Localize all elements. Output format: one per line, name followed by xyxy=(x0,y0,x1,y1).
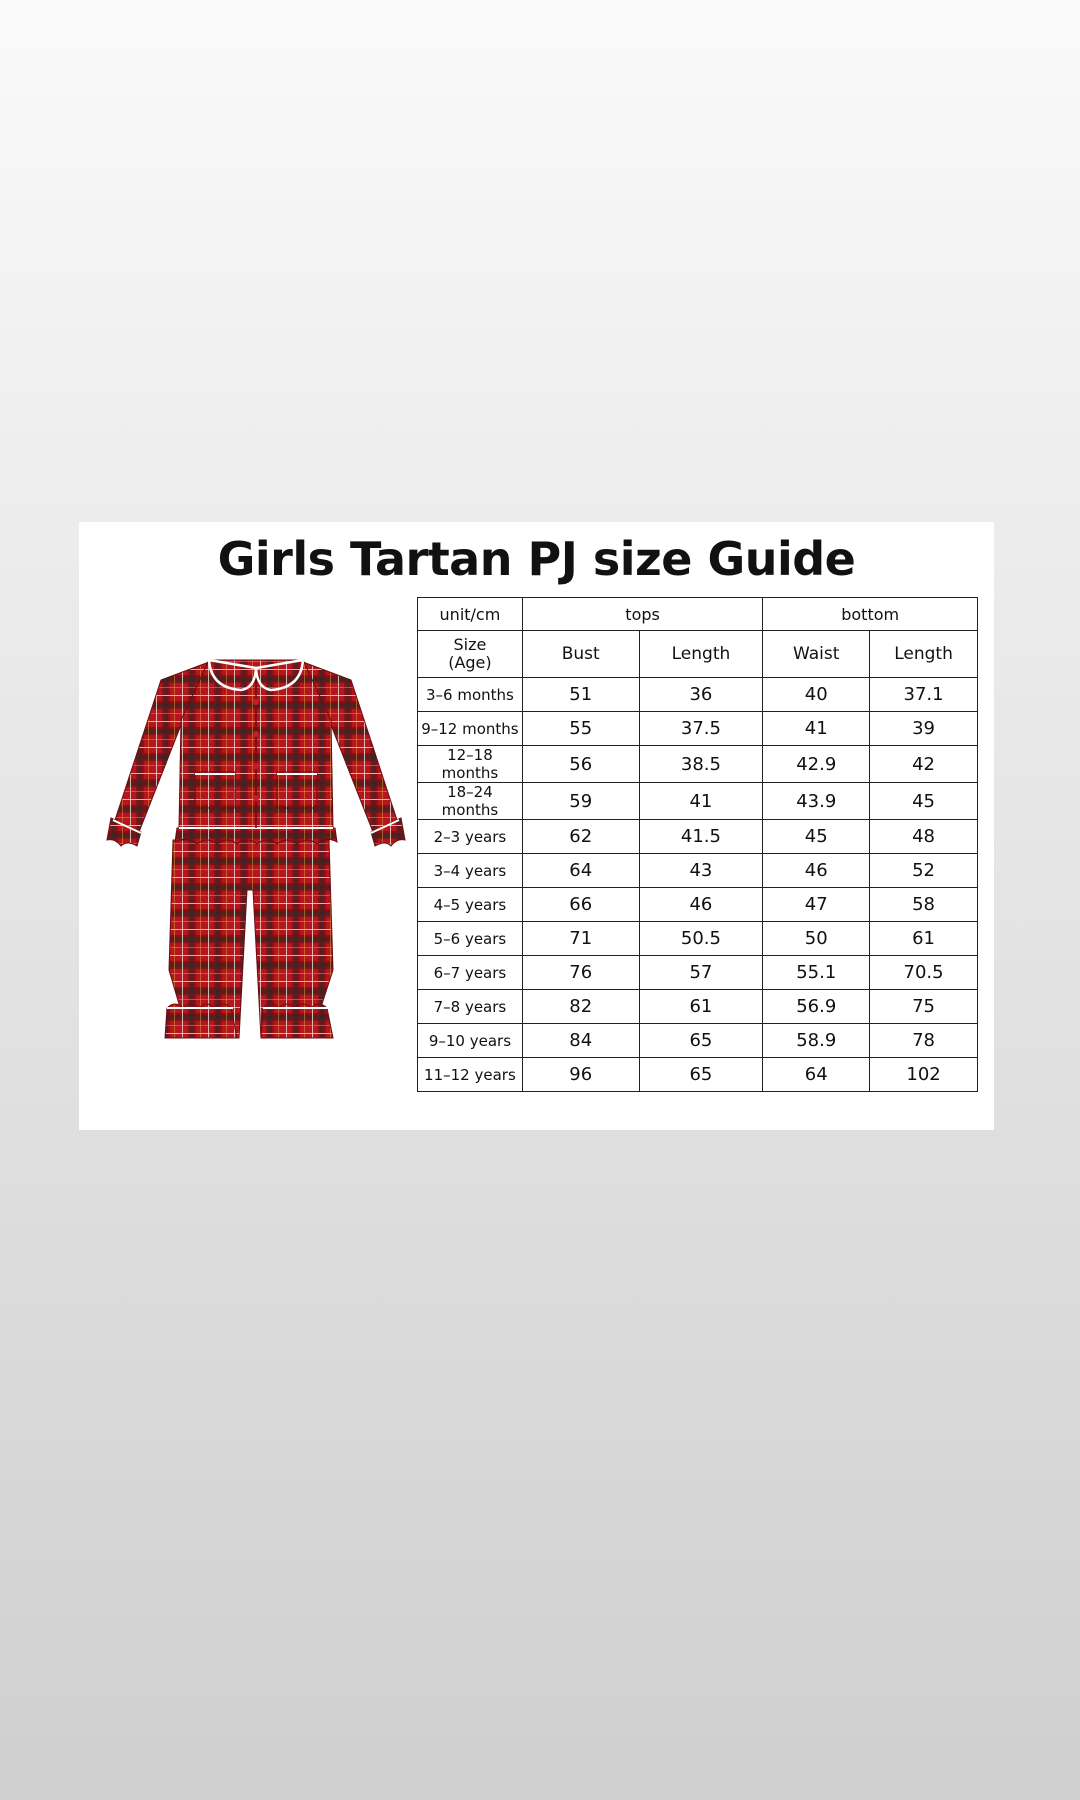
bust-cell: 76 xyxy=(522,956,639,990)
size-cell: 3–6 months xyxy=(418,678,523,712)
top-length-cell: 65 xyxy=(639,1058,763,1092)
waist-cell: 55.1 xyxy=(763,956,870,990)
waist-cell: 46 xyxy=(763,854,870,888)
size-age-header xyxy=(418,631,523,678)
waist-cell: 50 xyxy=(763,922,870,956)
table-row xyxy=(418,922,978,956)
tartan-pajama-image xyxy=(101,640,411,1040)
bottom-length-cell: 37.1 xyxy=(870,678,978,712)
bust-cell: 56 xyxy=(522,746,639,783)
bottom-length-cell: 48 xyxy=(870,820,978,854)
bottom-length-cell: 52 xyxy=(870,854,978,888)
size-guide-card xyxy=(79,522,994,1130)
table-row xyxy=(418,956,978,990)
table-row xyxy=(418,854,978,888)
waist-cell: 42.9 xyxy=(763,746,870,783)
size-cell: 9–12 months xyxy=(418,712,523,746)
top-length-header: Length xyxy=(639,631,763,678)
page-title: Girls Tartan PJ size Guide xyxy=(217,532,856,586)
bust-cell: 66 xyxy=(522,888,639,922)
bottom-length-cell: 61 xyxy=(870,922,978,956)
top-length-cell: 41 xyxy=(639,783,763,820)
bust-cell: 84 xyxy=(522,1024,639,1058)
group-bottom-header: bottom xyxy=(763,598,978,631)
size-cell: 6–7 years xyxy=(418,956,523,990)
size-cell: 5–6 years xyxy=(418,922,523,956)
bottom-length-header: Length xyxy=(870,631,978,678)
bust-cell: 96 xyxy=(522,1058,639,1092)
table-row xyxy=(418,1024,978,1058)
top-length-cell: 41.5 xyxy=(639,820,763,854)
bust-cell: 59 xyxy=(522,783,639,820)
table-row xyxy=(418,990,978,1024)
top-length-cell: 50.5 xyxy=(639,922,763,956)
size-cell: 3–4 years xyxy=(418,854,523,888)
size-cell: 2–3 years xyxy=(418,820,523,854)
top-length-cell: 61 xyxy=(639,990,763,1024)
waist-cell: 40 xyxy=(763,678,870,712)
table-row xyxy=(418,712,978,746)
top-length-cell: 38.5 xyxy=(639,746,763,783)
bottom-length-cell: 58 xyxy=(870,888,978,922)
table-row xyxy=(418,746,978,783)
bottom-length-cell: 70.5 xyxy=(870,956,978,990)
top-length-cell: 46 xyxy=(639,888,763,922)
bust-cell: 62 xyxy=(522,820,639,854)
size-cell: 11–12 years xyxy=(418,1058,523,1092)
top-length-cell: 43 xyxy=(639,854,763,888)
waist-cell: 64 xyxy=(763,1058,870,1092)
waist-header: Waist xyxy=(763,631,870,678)
bust-cell: 64 xyxy=(522,854,639,888)
waist-cell: 56.9 xyxy=(763,990,870,1024)
table-row xyxy=(418,820,978,854)
waist-cell: 47 xyxy=(763,888,870,922)
size-cell: 9–10 years xyxy=(418,1024,523,1058)
bust-cell: 51 xyxy=(522,678,639,712)
waist-cell: 45 xyxy=(763,820,870,854)
size-chart-table xyxy=(417,597,978,1092)
size-cell: 4–5 years xyxy=(418,888,523,922)
bottom-length-cell: 102 xyxy=(870,1058,978,1092)
table-row xyxy=(418,888,978,922)
table-group-header-row xyxy=(418,598,978,631)
size-cell: 18–24 months xyxy=(418,783,523,820)
size-cell: 7–8 years xyxy=(418,990,523,1024)
table-row xyxy=(418,678,978,712)
bust-cell: 71 xyxy=(522,922,639,956)
group-tops-header: tops xyxy=(522,598,762,631)
waist-cell: 58.9 xyxy=(763,1024,870,1058)
bust-cell: 55 xyxy=(522,712,639,746)
waist-cell: 41 xyxy=(763,712,870,746)
size-cell: 12–18 months xyxy=(418,746,523,783)
bottom-length-cell: 78 xyxy=(870,1024,978,1058)
bottom-length-cell: 75 xyxy=(870,990,978,1024)
top-length-cell: 36 xyxy=(639,678,763,712)
table-column-header-row xyxy=(418,631,978,678)
top-length-cell: 65 xyxy=(639,1024,763,1058)
top-length-cell: 57 xyxy=(639,956,763,990)
unit-label: unit/cm xyxy=(418,598,523,631)
bust-header: Bust xyxy=(522,631,639,678)
size-header-line2: (Age) xyxy=(448,653,492,672)
table-row xyxy=(418,783,978,820)
waist-cell: 43.9 xyxy=(763,783,870,820)
table-row xyxy=(418,1058,978,1092)
bottom-length-cell: 39 xyxy=(870,712,978,746)
bottom-length-cell: 42 xyxy=(870,746,978,783)
bust-cell: 82 xyxy=(522,990,639,1024)
size-header-line1: Size xyxy=(453,635,487,654)
top-length-cell: 37.5 xyxy=(639,712,763,746)
bottom-length-cell: 45 xyxy=(870,783,978,820)
